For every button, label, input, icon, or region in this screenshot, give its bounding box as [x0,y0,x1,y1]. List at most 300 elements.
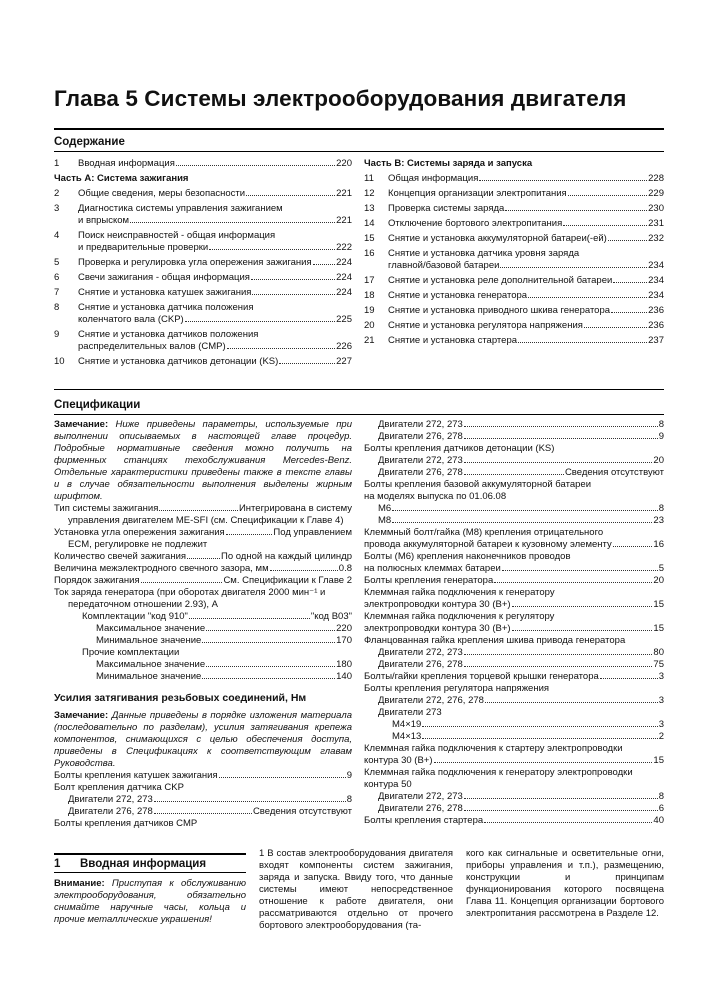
spec-value: 3 [658,719,664,730]
spec-row [364,503,664,515]
contents-entry-title [78,287,352,299]
spec-label: Максимальное значение [96,623,206,634]
contents-entry-text: Снятие и установка датчика уровня заряда [388,248,580,259]
spec-row [364,755,664,767]
contents-part-heading: Часть В: Системы заряда и запуска [364,158,533,169]
spec-label: Двигатели 272, 273 [68,794,153,805]
contents-entry-number: 16 [364,248,375,259]
contents-entry [364,248,664,272]
spec-row [54,770,352,782]
contents-entry-page: 236 [648,320,664,331]
contents-entry-title [388,248,664,272]
spec-row [364,539,664,551]
specs-heading: Спецификации [54,399,141,411]
contents-entry-title [78,302,352,326]
contents-entry-number: 10 [54,356,65,367]
spec-row [364,563,664,575]
spec-value: 0.8 [338,563,352,574]
contents-entry-title [388,233,664,245]
dot-leader [130,222,335,223]
spec-value: 180 [336,659,352,670]
spec-label: Двигатели 272, 273 [378,419,463,430]
spec-value: 170 [336,635,352,646]
spec-row [54,671,352,683]
contents-entry-title [78,329,352,353]
spec-row-label: ECM, регулировке не подлежит [68,539,208,550]
contents-entry [54,188,352,200]
contents-entry-number: 4 [54,230,60,241]
spec-row-label: Клеммная гайка подключения к генератору [364,587,555,598]
contents-entry-page: 224 [336,272,352,283]
contents-entry-number: 21 [364,335,375,346]
spec-row [54,806,352,818]
spec-row [364,431,664,443]
contents-entry-number: 9 [54,329,60,340]
dot-leader [270,570,338,571]
spec-row-label: Болты (M6) крепления наконечников проводов [364,551,571,562]
contents-entry-title [78,257,352,269]
spec-value: Под управлением [273,527,352,538]
contents-entry-text: и предварительные проверки [78,242,209,253]
dot-leader [206,630,335,631]
dot-leader [613,546,653,547]
spec-row-label: на моделях выпуска по 01.06.08 [364,491,507,502]
spec-label: Болты крепления генератора [364,575,494,586]
contents-entry-text: Вводная информация [78,158,175,169]
contents-entry-title [388,173,664,185]
spec-row [54,635,352,647]
spec-row-label: Болты крепления датчиков детонации (KS) [364,443,555,454]
contents-entry-number: 19 [364,305,375,316]
spec-value: См. Спецификации к Главе 2 [223,575,352,586]
dot-leader [484,822,652,823]
contents-entry-page: 222 [336,242,352,253]
contents-entry-title [388,320,664,332]
dot-leader [313,264,336,265]
spec-value: 15 [653,599,664,610]
intro-title: Вводная информация [80,858,207,870]
spec-label: провода аккумуляторной батареи к кузовному элементу [364,539,612,550]
contents-entry-number: 18 [364,290,375,301]
spec-label: Комплектации "код 910" [82,611,188,622]
spec-row [54,551,352,563]
contents-entry-page: 221 [336,188,352,199]
intro-warning-text: Приступая к обслуживанию электрооборудования, обязательно снимайте наручные часы, кольца и прочие металлические украшения! [54,878,247,925]
spec-label: M4×19 [392,719,422,730]
contents-entry-title [78,158,352,170]
contents-entry-text: Отключение бортового электропитания [388,218,563,229]
contents-entry-title [78,356,352,368]
spec-label: Двигатели 272, 273 [378,647,463,658]
dot-leader [392,522,652,523]
spec-row-label: передаточном отношении 2.93), А [68,599,219,610]
spec-label: электропроводки контура 30 (B+) [364,623,511,634]
dot-leader [392,510,658,511]
torque-note [54,710,352,770]
contents-entry-text: Снятие и установка катушек зажигания [78,287,252,298]
spec-row-label: Ток заряда генератора (при оборотах двигателя 2000 мин⁻¹ и [54,587,326,598]
dot-leader [202,678,335,679]
dot-leader [154,801,346,802]
torque-note-text: Данные приведены в порядке изложения материала (последовательно по разделам), усилия затягивания крепежа компонентов, снимающихся с целью обеспечения доступа, приведены в Спецификациях к соответствующим главам Руководства. [54,710,353,769]
intro-number: 1 [54,858,61,870]
spec-value: 140 [336,671,352,682]
dot-leader [202,642,335,643]
contents-entry-number: 7 [54,287,60,298]
spec-value: Сведения отсутствуют [564,467,664,478]
intro-paragraph-col2: 1 В состав электрооборудования двигателя входят компоненты систем зажигания, заряда и запуска. Ввиду того, что данные системы имеют непосредственное отношение к работе двигателя, они рассматриваются отдельно от прочего бортового электрооборудования (та- [259,848,453,931]
spec-label: Двигатели 276, 278 [378,431,463,442]
spec-value: 40 [653,815,664,826]
spec-row [364,623,664,635]
contents-entry-page: 231 [648,218,664,229]
spec-value: 23 [653,515,664,526]
contents-entry-text: Проверка и регулировка угла опережения зажигания [78,257,312,268]
spec-label: Максимальное значение [96,659,206,670]
spec-row [364,467,664,479]
dot-leader [279,363,335,364]
spec-value: 220 [336,623,352,634]
spec-value: 16 [653,539,664,550]
spec-value: 20 [653,455,664,466]
contents-entry [364,173,664,185]
contents-entry-page: 236 [648,305,664,316]
contents-entry [364,233,664,245]
dot-leader [464,654,653,655]
spec-value: 8 [346,794,352,805]
contents-entry-text: Снятие и установка датчиков положения [78,329,259,340]
dot-leader [568,195,647,196]
contents-entry-text: Свечи зажигания - общая информация [78,272,250,283]
spec-value: Сведения отсутствуют [252,806,352,817]
specs-left-list [54,503,352,683]
spec-row [364,455,664,467]
contents-entry-number: 3 [54,203,60,214]
dot-leader [422,738,657,739]
contents-entry [364,305,664,317]
contents-entry-title [388,305,664,317]
dot-leader [422,726,657,727]
spec-row-label: Клеммная гайка подключения к регулятору [364,611,555,622]
spec-row [364,599,664,611]
spec-value: "код B03" [310,611,352,622]
dot-leader [512,630,653,631]
contents-entry-text: Снятие и установка датчика положения [78,302,254,313]
spec-label: Болты/гайки крепления торцевой крышки генератора [364,671,599,682]
dot-leader [206,666,335,667]
contents-entry-text: Снятие и установка регулятора напряжения [388,320,583,331]
intro-warning-label: Внимание: [54,878,105,889]
spec-row [364,515,664,527]
spec-label: Болты крепления катушек зажигания [54,770,218,781]
spec-label: Двигатели 272, 273 [378,455,463,466]
contents-entry [54,203,352,227]
contents-left-column [54,158,352,371]
dot-leader [479,180,647,181]
contents-entry-title [78,188,352,200]
contents-entry-page: 234 [648,290,664,301]
contents-entry-number: 15 [364,233,375,244]
spec-row [54,611,352,623]
contents-entry-title [78,272,352,284]
contents-entry [364,203,664,215]
spec-label: M6 [378,503,392,514]
spec-value: По одной на каждый цилиндр [220,551,352,562]
contents-entry [364,320,664,332]
dot-leader [600,678,658,679]
spec-value: 3 [658,695,664,706]
dot-leader [464,438,658,439]
contents-entry-number: 14 [364,218,375,229]
spec-row [364,575,664,587]
specs-rule [54,414,664,415]
spec-value: 3 [658,671,664,682]
dot-leader [246,195,335,196]
contents-entry-number: 20 [364,320,375,331]
spec-label: M4×13 [392,731,422,742]
contents-entry-number: 6 [54,272,60,283]
spec-row [54,563,352,575]
contents-entry [364,275,664,287]
contents-entry-title [388,188,664,200]
spec-row-label: Прочие комплектации [82,647,180,658]
dot-leader [187,558,220,559]
spec-row [364,815,664,827]
contents-entry-page: 234 [648,275,664,286]
spec-row [54,503,352,515]
spec-value: Интегрирована в систему [238,503,352,514]
spec-row-label: Болт крепления датчика CKP [54,782,184,793]
contents-entry [54,302,352,326]
contents-entry-title [388,335,664,347]
spec-value: 6 [658,803,664,814]
specs-left-column [54,419,352,830]
contents-entry-page: 230 [648,203,664,214]
spec-row [364,719,664,731]
specs-note [54,419,352,503]
spec-row [364,659,664,671]
specs-right-column [364,419,664,827]
contents-entry [54,356,352,368]
contents-entry-text: Общие сведения, меры безопасности [78,188,246,199]
contents-entry-number: 13 [364,203,375,214]
contents-entry-number: 11 [364,173,374,184]
contents-entry-page: 234 [648,260,664,271]
dot-leader [464,666,653,667]
spec-value: 8 [658,419,664,430]
spec-row-label: Клеммная гайка подключения к генератору электропроводки [364,767,633,778]
dot-leader [494,582,652,583]
contents-entry [364,290,664,302]
contents-entry [54,230,352,254]
title-rule [54,128,664,130]
spec-label: на полюсных клеммах батареи [364,563,501,574]
torque-note-label: Замечание: [54,710,109,721]
spec-row-label: управления двигателем ME-SFI (см. Спецификации к Главе 4) [68,515,344,526]
spec-row-label: Клеммная гайка подключения к стартеру электропроводки [364,743,623,754]
contents-entry-page: 232 [648,233,664,244]
dot-leader [502,570,658,571]
contents-entry-page: 225 [336,314,352,325]
intro-heading [54,853,246,873]
contents-entry-page: 224 [336,257,352,268]
contents-part-heading: Часть А: Система зажигания [54,173,189,184]
contents-entry-text: Концепция организации электропитания [388,188,567,199]
dot-leader [500,267,647,268]
contents-entry-text: главной/базовой батареи [388,260,500,271]
spec-row [364,419,664,431]
spec-row [364,791,664,803]
spec-label: Двигатели 276, 278 [378,467,463,478]
contents-entry [54,329,352,353]
contents-entry [54,272,352,284]
dot-leader [219,777,346,778]
contents-entry-page: 227 [336,356,352,367]
spec-row [54,623,352,635]
spec-row [54,659,352,671]
dot-leader [464,462,653,463]
contents-entry [54,257,352,269]
contents-entry-text: распределительных валов (CMP) [78,341,226,352]
spec-row-label: Болты крепления базовой аккумуляторной батареи [364,479,592,490]
spec-row-label: контура 50 [364,779,412,790]
contents-entry-page: 221 [336,215,352,226]
dot-leader [528,297,647,298]
spec-label: Минимальное значение [96,671,202,682]
dot-leader [252,294,335,295]
contents-entry [364,218,664,230]
contents-entry-number: 17 [364,275,375,286]
dot-leader [518,342,647,343]
spec-row [364,731,664,743]
spec-label: M8 [378,515,392,526]
spec-label: Минимальное значение [96,635,202,646]
contents-entry-text: коленчатого вала (CKP) [78,314,184,325]
dot-leader [251,279,335,280]
spec-value: 20 [653,575,664,586]
contents-entry [54,158,352,170]
spec-row [364,671,664,683]
spec-label: Порядок зажигания [54,575,140,586]
contents-entry-page: 220 [336,158,352,169]
dot-leader [505,210,647,211]
contents-entry-title [388,290,664,302]
dot-leader [154,813,252,814]
spec-row [364,803,664,815]
spec-value: 80 [653,647,664,658]
contents-entry-text: Диагностика системы управления зажиганием [78,203,283,214]
contents-entry-number: 2 [54,188,60,199]
contents-entry-page: 224 [336,287,352,298]
spec-value: 8 [658,503,664,514]
contents-right-column [364,158,664,350]
contents-entry-text: Проверка системы заряда [388,203,505,214]
contents-entry [364,188,664,200]
spec-label: Двигатели 272, 273 [378,791,463,802]
contents-entry-number: 5 [54,257,60,268]
specs-note-text: Ниже приведены параметры, используемые при выполнении описываемых в настоящей главе процедур. Подробные нормативные сведения можно получить на фирменных станциях техобслуживания Mercedes-Benz. Отдельные характеристики приведены также в тексте главы и в случае обязательности выполнения выделены жирным шрифтом. [54,419,352,502]
torque-left-list [54,770,352,830]
contents-heading: Содержание [54,136,125,148]
dot-leader [176,165,335,166]
spec-value: 75 [653,659,664,670]
specs-note-label: Замечание: [54,419,109,430]
contents-entry-title [78,230,352,254]
spec-row [54,527,352,539]
contents-entry-number: 12 [364,188,375,199]
spec-label: Двигатели 276, 278 [378,803,463,814]
dot-leader [464,474,564,475]
contents-entry-page: 237 [648,335,664,346]
dot-leader [464,426,658,427]
contents-entry-text: Снятие и установка аккумуляторной батареи(-ей) [388,233,607,244]
spec-row [54,575,352,587]
contents-entry-number: 8 [54,302,60,313]
dot-leader [464,810,658,811]
contents-entry-text: Снятие и установка приводного шкива генератора [388,305,611,316]
spec-label: Установка угла опережения зажигания [54,527,225,538]
spec-row [54,794,352,806]
spec-row-label: Фланцованная гайка крепления шкива привода генератора [364,635,626,646]
chapter-title: Глава 5 Системы электрооборудования двигателя [54,86,627,111]
spec-value: 15 [653,755,664,766]
dot-leader [227,348,336,349]
contents-entry [54,287,352,299]
spec-label: Двигатели 272, 276, 278 [378,695,484,706]
contents-entry-page: 226 [336,341,352,352]
dot-leader [611,312,647,313]
dot-leader [512,606,653,607]
spec-label: Тип системы зажигания [54,503,159,514]
dot-leader [159,510,238,511]
spec-label: Величина межэлектродного свечного зазора, мм [54,563,269,574]
spec-value: 15 [653,623,664,634]
contents-entry-text: Снятие и установка реле дополнительной батареи [388,275,613,286]
torque-heading: Усилия затягивания резьбовых соединений, Нм [54,692,307,704]
spec-label: Болты крепления стартера [364,815,484,826]
spec-label: электропроводки контура 30 (B+) [364,599,511,610]
spec-row-label: Болты крепления регулятора напряжения [364,683,550,694]
dot-leader [485,702,658,703]
spec-row-label: Клеммный болт/гайка (M8) крепления отрицательного [364,527,604,538]
dot-leader [185,321,335,322]
spec-label: контура 30 (B+) [364,755,433,766]
dot-leader [613,282,647,283]
contents-entry-text: и впрыском [78,215,130,226]
spec-label: Двигатели 276, 278 [378,659,463,670]
contents-entry-text: Снятие и установка датчиков детонации (KS) [78,356,279,367]
contents-entry-title [388,275,664,287]
dot-leader [189,618,310,619]
dot-leader [464,798,658,799]
contents-entry-page: 228 [648,173,664,184]
spec-row [364,695,664,707]
intro-paragraph-col3: кого как сигнальные и осветительные огни, приборы управления и т.п.), размещению, конструкции и принципам функционирования которого посвящена Глава 11. Концепция организации бортового электропитания рассмотрена в Разделе 12. [466,848,664,919]
dot-leader [563,225,647,226]
dot-leader [226,534,273,535]
contents-rule [54,151,664,152]
dot-leader [608,240,647,241]
contents-entry-title [388,218,664,230]
dot-leader [434,762,653,763]
spec-label: Двигатели 276, 278 [68,806,153,817]
spec-value: 5 [658,563,664,574]
contents-entry-text: Общая информация [388,173,479,184]
contents-entry-text: Поиск неисправностей - общая информация [78,230,276,241]
spec-row-label: Болты крепления датчиков CMP [54,818,198,829]
dot-leader [584,327,647,328]
contents-entry [364,335,664,347]
